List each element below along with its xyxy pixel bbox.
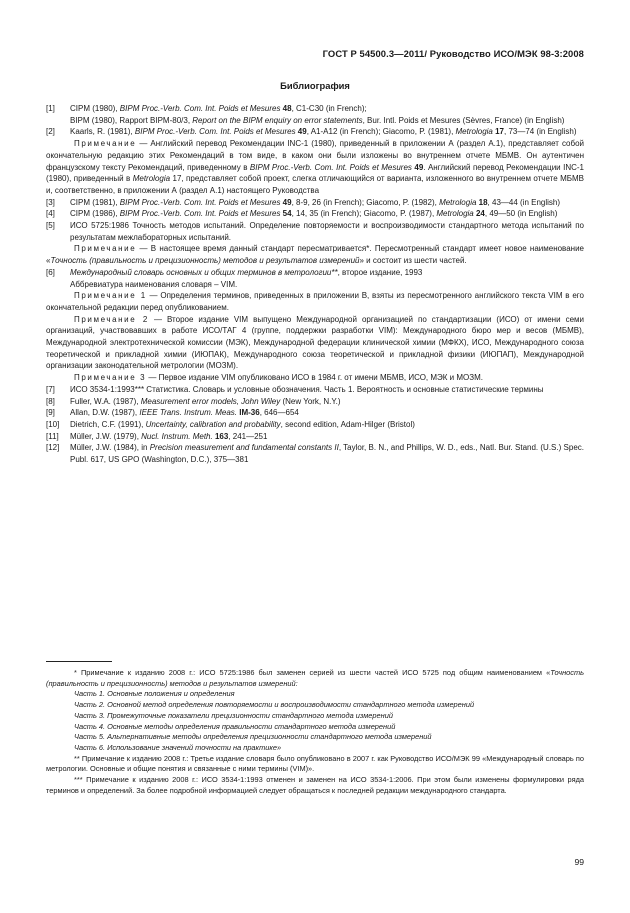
footnote-part: Часть 3. Промежуточные показатели прецизионности стандартного метода измерений: [74, 710, 393, 720]
note-paragraph: Примечание 3 — Первое издание VIM опубликовано ИСО в 1984 г. от имени МБМВ, ИСО, МЭК и МОЗМ.: [74, 373, 483, 383]
ref-number: [11]: [46, 431, 59, 441]
footnote-part: Часть 4. Основные методы определения правильности стандартного метода измерений: [74, 721, 396, 731]
ref-text: Müller, J.W. (1984), in Precision measurement and fundamental constants II, Taylor, B. N., and Phillips, W. D., eds., Natl. Bur. Stand. (U.S.) Spec. Publ. 617, US GPO (Washington, D.C.), 375—381: [70, 443, 584, 465]
footnote: * Примечание к изданию 2008 г.: ИСО 5725:1986 был заменен серией из шести частей ИСО 5725 под общим наименованием «Точность (правильность и прецизионность) методов и результатов измерений:: [46, 668, 584, 688]
ref-item-8: [46, 396, 584, 408]
ref-item-1: [46, 103, 584, 126]
ref-item-12: [46, 442, 584, 465]
ref-text: Fuller, W.A. (1987), Measurement error models, John Wiley (New York, N.Y.): [70, 396, 341, 406]
ref-number: [2]: [46, 127, 55, 137]
ref-text: CIPM (1986), BIPM Proc.-Verb. Com. Int. Poids et Mesures 54, 14, 35 (in French); Giacomo, P. (1987), Metrologia 24, 49—50 (in English): [70, 209, 558, 219]
section-title: Библиография: [280, 80, 350, 91]
page-number: 99: [574, 857, 584, 867]
ref-number: [12]: [46, 443, 60, 453]
ref-text: Allan, D.W. (1987), IEEE Trans. Instrum. Meas. IM-36, 646—654: [70, 408, 299, 418]
ref-number: [3]: [46, 197, 55, 207]
ref-number: [4]: [46, 209, 55, 219]
footnote-part: Часть 5. Альтернативные методы определения прецизионности стандартного метода измерений: [74, 732, 432, 742]
bibliography-list: [46, 103, 584, 466]
note-paragraph: Примечание 1 — Определения терминов, приведенных в приложении B, взяты из пересмотренного английского текста VIM в его окончательной редакции перед опубликованием.: [46, 291, 584, 312]
ref-number: [8]: [46, 396, 55, 406]
ref-text: Dietrich, C.F. (1991), Uncertainty, calibration and probability, second edition, Adam-Hilger (Bristol): [70, 419, 415, 429]
ref-number: [6]: [46, 267, 55, 277]
ref-text: BIPM (1980), Rapport BIPM-80/3, Report on the BIPM enquiry on error statements, Bur. Intl. Poids et Mesures (Sèvres, France) (in English): [70, 115, 565, 125]
note-paragraph: Примечание 2 — Второе издание VIM выпущено Международной организацией по стандартизации (ИСО) от имени семи организаций, участвовавших в работе ИСО/ТАГ 4 (группе, поддержки разработки VIM): Международного бюро мер и весов (МБМВ), Международной электротехнической комиссии (МЭК), Международной федерации клинической химии (МФКХ), ИСО, Международного союза теоретической и прикладной химии (ИЮПАК), Международного союза теоретической и прикладной физики (ИЮПАП), Международной организации законодательной метрологии (МОЗМ).: [46, 314, 584, 371]
footnote-part: Часть 2. Основной метод определения повторяемости и воспроизводимости стандартного метода измерений: [74, 700, 475, 710]
note-paragraph: Примечание — В настоящее время данный стандарт пересматривается*. Пересмотренный стандарт имеет новое наименование «Точность (правильность и прецизионность) методов и результатов измерений» и состоит из шести частей.: [46, 244, 585, 266]
ref-text: CIPM (1981), BIPM Proc.-Verb. Com. Int. Poids et Mesures 49, 8-9, 26 (in French); Giacomo, P. (1982), Metrologia 18, 43—44 (in English): [70, 197, 561, 207]
ref-text: ИСО 5725:1986 Точность методов испытаний. Определение повторяемости и воспроизводимости стандартного метода испытаний по результатам межлабораторных испытаний.: [70, 221, 584, 242]
ref-abbreviation: Аббревиатура наименования словаря – VIM.: [70, 279, 238, 289]
footnote: *** Примечание к изданию 2008 г.: ИСО 3534-1:1993 отменен и заменен на ИСО 3534-1:2006. При этом были изменены формулировки ряда терминов и определений. За более подробной информацией следует обращаться к последней редакции международного стандарта.: [46, 775, 584, 795]
footnote-part: Часть 6. Использование значений точности на практике»: [74, 742, 282, 752]
footnote-separator: [46, 661, 112, 662]
ref-item-6: [46, 267, 584, 290]
ref-item-5: [46, 220, 584, 243]
ref-number: [1]: [46, 104, 55, 113]
ref-number: [9]: [46, 408, 55, 418]
ref-item-2: [46, 126, 584, 138]
footnote-part: Часть 1. Основные положения и определения: [74, 689, 235, 699]
footnote: ** Примечание к изданию 2008 г.: Третье издание словаря было опубликовано в 2007 г. как Руководство ИСО/МЭК 99 «Международный словарь по метрологии. Основные и общие понятия и связанные с ними термины (VIM)».: [46, 753, 584, 774]
running-header: ГОСТ Р 54500.3—2011/ Руководство ИСО/МЭК 98-3:2008: [322, 48, 584, 59]
ref-item-11: [46, 431, 584, 443]
ref-text: CIPM (1980), BIPM Proc.-Verb. Com. Int. Poids et Mesures 48, C1-C30 (in French);: [70, 104, 367, 113]
footnotes: [46, 668, 584, 796]
ref-item-9: [46, 407, 584, 419]
ref-text: Kaarls, R. (1981), BIPM Proc.-Verb. Com. Int. Poids et Mesures 49, A1-A12 (in French); Giacomo, P. (1981), Metrologia 17, 73—74 (in English): [70, 127, 577, 137]
ref-number: [7]: [46, 384, 55, 394]
ref-text: ИСО 3534-1:1993*** Статистика. Словарь и условные обозначения. Часть 1. Вероятность и основные статистические термины: [70, 384, 544, 394]
ref-text: Müller, J.W. (1979), Nucl. Instrum. Meth. 163, 241—251: [70, 431, 268, 441]
ref-item-4: [46, 208, 584, 220]
ref-number: [10]: [46, 419, 60, 429]
ref-item-10: [46, 419, 584, 431]
note-paragraph: Примечание — Английский перевод Рекомендации INC-1 (1980), приведенный в приложении А (раздел А.1), представляет собой окончательную редакцию этих Рекомендаций в том виде, в каком они были изложены во внутреннем отчете МБМВ. Он аутентичен французскому тексту Рекомендаций, приведенному в BIPM Proc.-Verb. Com. Int. Poids et Mesures 49. Английский перевод Рекомендации INC-1 (1980), приведенный в Metrologia 17, представляет собой проект, слегка отличающийся от варианта, изложенного во внутреннем отчете МБМВ и, соответственно, в приложении А (раздел А.1) настоящего Руководства: [46, 139, 585, 195]
ref-item-7: [46, 384, 584, 396]
ref-item-3: [46, 197, 584, 209]
ref-text: Международный словарь основных и общих терминов в метрологии**, второе издание, 1993: [70, 267, 423, 277]
ref-number: [5]: [46, 221, 55, 231]
